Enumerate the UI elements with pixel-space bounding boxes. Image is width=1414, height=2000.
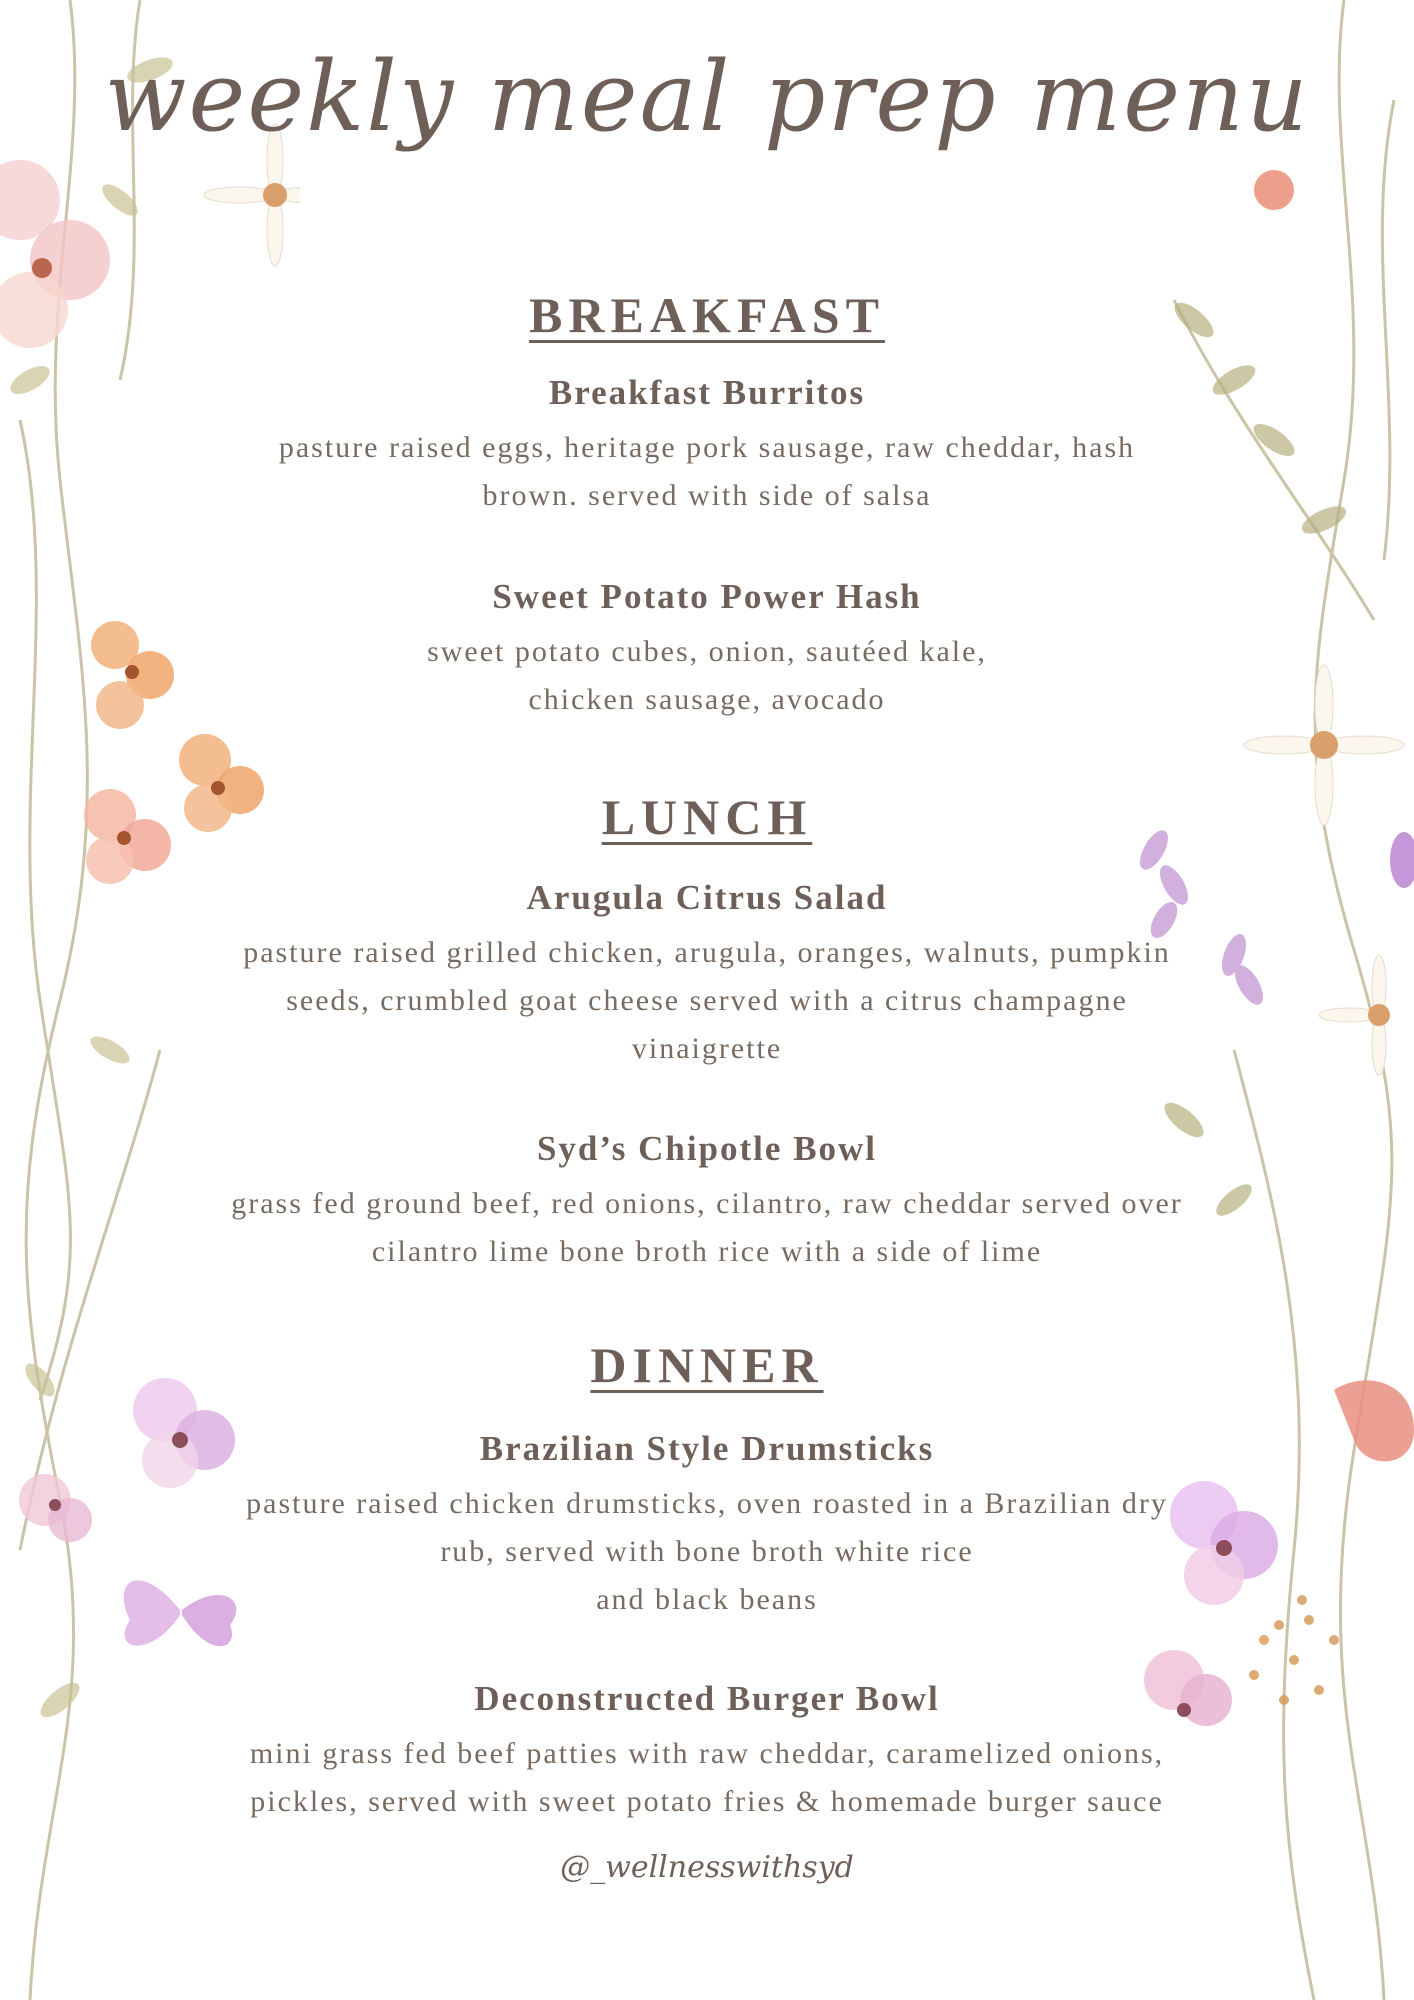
section-heading-dinner: DINNER [590, 1337, 824, 1393]
description-line: mini grass fed beef patties with raw cheddar, caramelized onions, [249, 1737, 1165, 1770]
dish-arugula-citrus-salad [190, 877, 1224, 1073]
description-line: vinaigrette [631, 1032, 783, 1065]
daisy-icon [1244, 665, 1404, 1075]
dish-description [190, 628, 1224, 724]
description-line: sweet potato cubes, onion, sautéed kale, [427, 635, 987, 668]
dish-name: Brazilian Style Drumsticks [479, 1429, 935, 1468]
dish-name: Deconstructed Burger Bowl [474, 1679, 940, 1718]
dish-brazilian-style-drumsticks [190, 1428, 1224, 1624]
dish-name: Arugula Citrus Salad [526, 878, 888, 917]
description-line: pickles, served with sweet potato fries & homemade burger sauce [250, 1785, 1164, 1818]
description-line: pasture raised chicken drumsticks, oven roasted in a Brazilian dry [246, 1487, 1168, 1520]
section-heading-breakfast: BREAKFAST [529, 287, 885, 343]
dried-grass-icon [1249, 1595, 1339, 1705]
section-heading-lunch: LUNCH [601, 789, 813, 845]
dish-description [190, 1730, 1224, 1826]
page-title: weekly meal prep menu [104, 41, 1310, 153]
description-line: pasture raised grilled chicken, arugula, oranges, walnuts, pumpkin [243, 936, 1171, 969]
description-line: pasture raised eggs, heritage pork sausage, raw cheddar, hash [278, 431, 1136, 464]
dish-description [190, 1180, 1224, 1276]
dish-syds-chipotle-bowl [190, 1128, 1224, 1276]
description-line: cilantro lime bone broth rice with a side of lime [371, 1235, 1043, 1268]
social-handle: @_wellnesswithsyd [560, 1850, 854, 1885]
dish-name: Syd’s Chipotle Bowl [536, 1129, 878, 1168]
dish-deconstructed-burger-bowl [190, 1678, 1224, 1826]
dish-breakfast-burritos [190, 372, 1224, 520]
description-line: chicken sausage, avocado [528, 683, 886, 716]
dish-name: Breakfast Burritos [548, 373, 866, 412]
description-line: seeds, crumbled goat cheese served with a citrus champagne [286, 984, 1128, 1017]
description-line: grass fed ground beef, red onions, cilantro, raw cheddar served over [231, 1187, 1183, 1220]
dish-sweet-potato-power-hash [190, 576, 1224, 724]
dish-description [190, 424, 1224, 520]
description-line: brown. served with side of salsa [482, 479, 932, 512]
dish-description [190, 1480, 1224, 1624]
description-line: rub, served with bone broth white rice [440, 1535, 974, 1568]
description-line: and black beans [596, 1583, 818, 1616]
dish-name: Sweet Potato Power Hash [492, 577, 922, 616]
dish-description [190, 929, 1224, 1073]
